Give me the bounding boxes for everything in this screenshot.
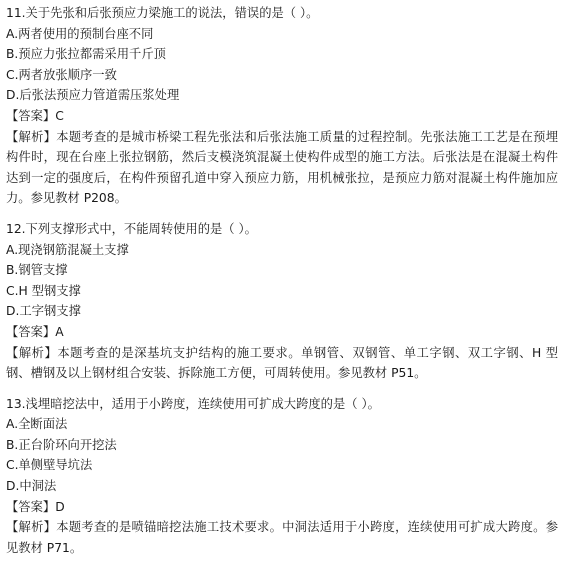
question-stem: 12.下列支撑形式中，不能周转使用的是（ ）。: [6, 221, 257, 236]
option-c: C.两者放张顺序一致: [6, 67, 117, 82]
option-a: A.两者使用的预制台座不同: [6, 26, 154, 41]
answer-line: 【答案】C: [6, 108, 64, 123]
option-b: B.预应力张拉都需采用千斤顶: [6, 47, 166, 62]
option-b: B.正台阶环向开挖法: [6, 437, 117, 452]
question-stem: 11.关于先张和后张预应力梁施工的说法，错误的是（ ）。: [6, 6, 319, 20]
analysis-paragraph: 【解析】本题考查的是深基坑支护结构的施工要求。单钢管、双钢管、单工字钢、双工字钢、H 型钢、槽钢及以上钢材组合安装、拆除施工方便，可周转使用。参见教材 P51。: [6, 345, 558, 381]
option-d: D.工字钢支撑: [6, 304, 81, 319]
option-c: C.单侧壁导坑法: [6, 458, 93, 473]
question-stem: 13.浅埋暗挖法中，适用于小跨度，连续使用可扩成大跨度的是（ ）。: [6, 396, 380, 411]
option-c: C.H 型钢支撑: [6, 283, 81, 298]
question-11: [6, 3, 558, 209]
answer-line: 【答案】A: [6, 324, 64, 339]
analysis-paragraph: 【解析】本题考查的是喷锚暗挖法施工技术要求。中洞法适用于小跨度，连续使用可扩成大跨度。参见教材 P71。: [6, 520, 558, 555]
option-a: A.现浇钢筋混凝土支撑: [6, 242, 129, 257]
question-12: [6, 219, 558, 384]
option-d: D.中洞法: [6, 479, 57, 494]
option-a: A.全断面法: [6, 417, 68, 432]
option-b: B.钢管支撑: [6, 263, 68, 278]
answer-line: 【答案】D: [6, 499, 65, 514]
analysis-paragraph: 【解析】本题考查的是城市桥梁工程先张法和后张法施工质量的过程控制。先张法施工工艺是在预埋构件时，现在台座上张拉钢筋，然后支模浇筑混凝土使构件成型的施工方法。后张法是在混凝土构件达到一定的强度后，在构件预留孔道中穿入预应力筋，用机械张拉，是预应力筋对混凝土构件施加应力。参见教材 P208。: [6, 129, 558, 206]
option-d: D.后张法预应力管道需压浆处理: [6, 88, 180, 103]
question-13: [6, 394, 558, 559]
